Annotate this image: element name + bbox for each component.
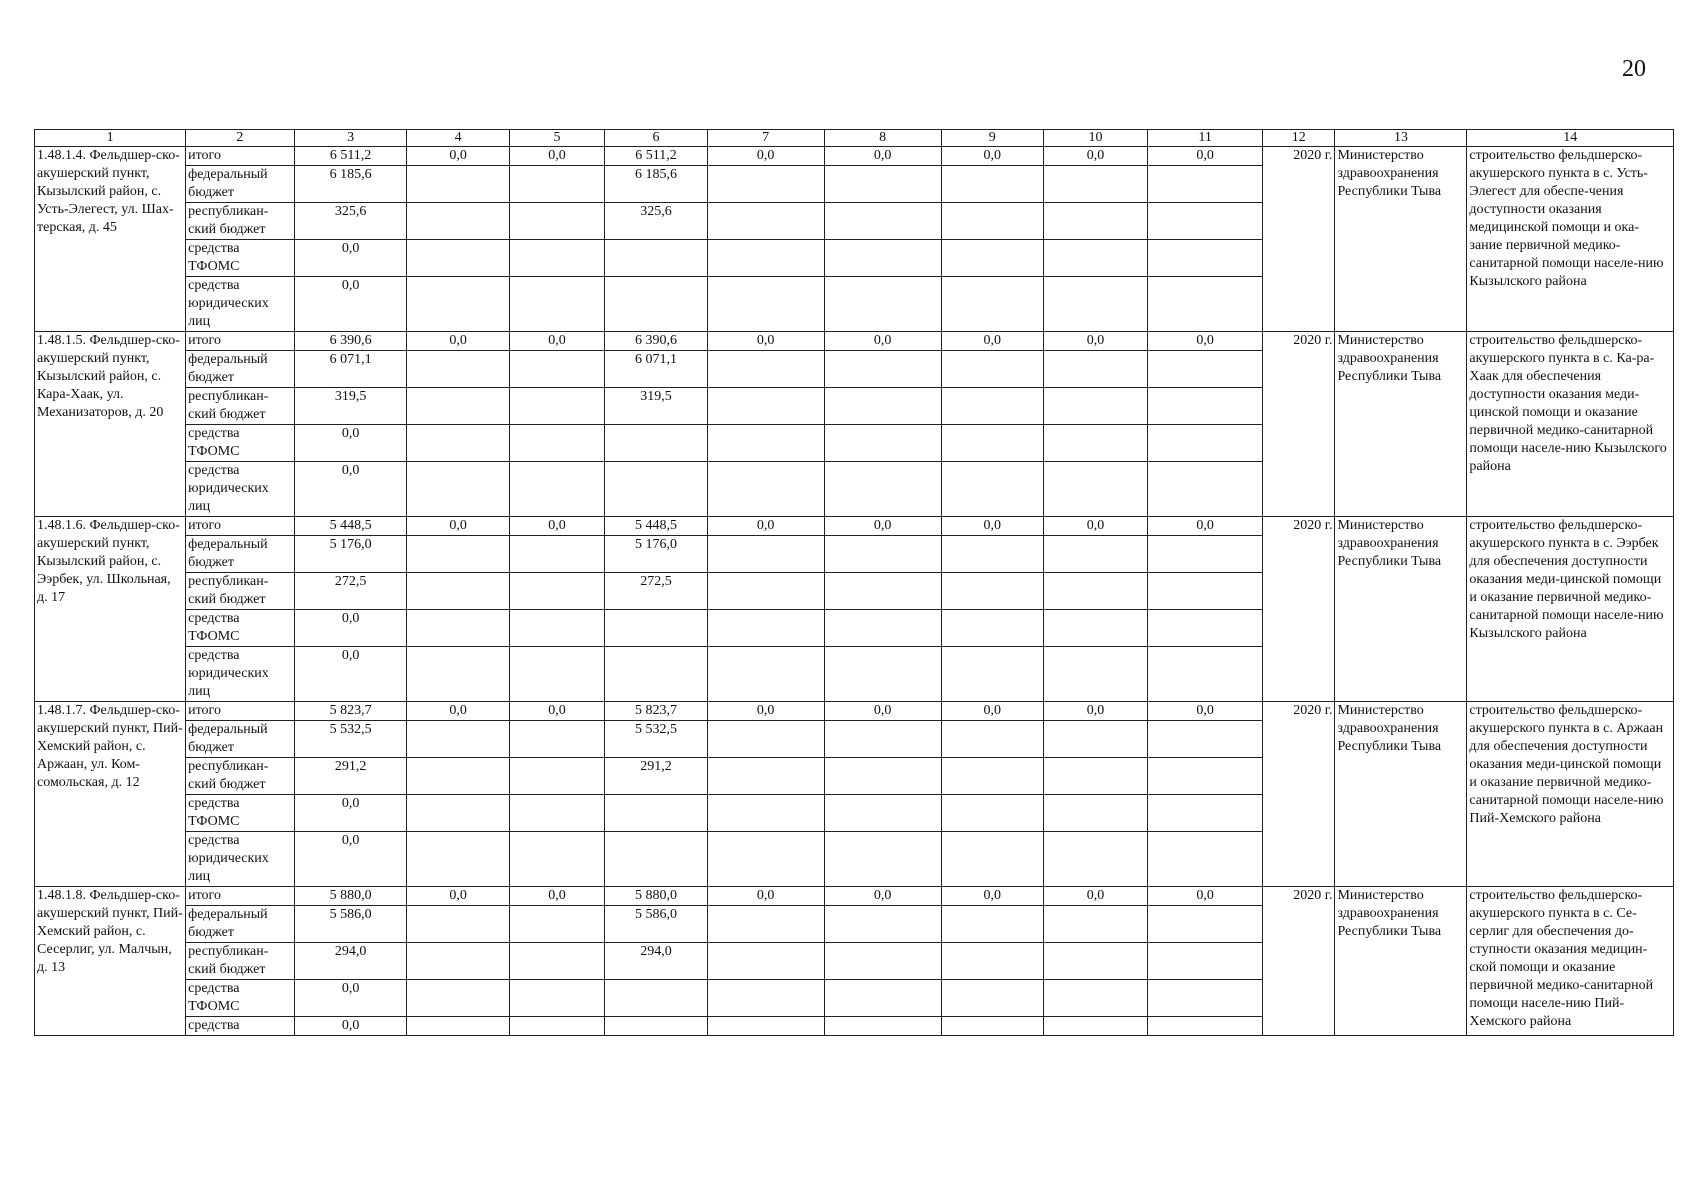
column-header: 6 xyxy=(605,130,707,147)
funding-source-cell: средства ТФОМС xyxy=(186,610,295,647)
amount-cell xyxy=(941,1017,1043,1036)
amount-cell xyxy=(1043,832,1147,887)
funding-source-cell: республикан-ский бюджет xyxy=(186,758,295,795)
amount-cell: 0,0 xyxy=(824,517,941,536)
amount-cell: 0,0 xyxy=(707,702,824,721)
column-header: 13 xyxy=(1335,130,1467,147)
amount-cell xyxy=(407,240,509,277)
amount-cell xyxy=(1043,980,1147,1017)
amount-cell xyxy=(1148,943,1263,980)
amount-cell xyxy=(824,721,941,758)
amount-cell: 0,0 xyxy=(824,887,941,906)
amount-cell xyxy=(1148,203,1263,240)
amount-cell xyxy=(824,240,941,277)
description-cell: строительство фельдшерско-акушерского пункта в с. Усть-Элегест для обеспе-чения доступности оказания медицинской помощи и ока-зание первичной медико-санитарной помощи населе-нию Кызылского района xyxy=(1467,147,1674,332)
amount-cell xyxy=(407,721,509,758)
funding-source-cell: средства юридических лиц xyxy=(186,462,295,517)
amount-cell xyxy=(824,906,941,943)
column-header: 10 xyxy=(1043,130,1147,147)
amount-cell xyxy=(1148,980,1263,1017)
object-name-cell: 1.48.1.5. Фельдшер-ско-акушерский пункт, Кызылский район, с. Кара-Хаак, ул. Механизаторов, д. 20 xyxy=(35,332,186,517)
amount-cell: 0,0 xyxy=(509,147,605,166)
amount-cell xyxy=(1043,240,1147,277)
responsible-cell: Министерство здравоохранения Республики Тыва xyxy=(1335,887,1467,1036)
amount-cell: 0,0 xyxy=(1148,147,1263,166)
amount-cell: 291,2 xyxy=(605,758,707,795)
amount-cell xyxy=(824,943,941,980)
amount-cell xyxy=(1043,758,1147,795)
amount-cell: 0,0 xyxy=(1043,887,1147,906)
amount-cell: 5 448,5 xyxy=(605,517,707,536)
amount-cell: 0,0 xyxy=(707,147,824,166)
amount-cell: 0,0 xyxy=(294,1017,407,1036)
amount-cell xyxy=(824,536,941,573)
amount-cell: 5 880,0 xyxy=(605,887,707,906)
amount-cell: 0,0 xyxy=(1148,887,1263,906)
column-header: 1 xyxy=(35,130,186,147)
amount-cell xyxy=(824,166,941,203)
amount-cell xyxy=(1148,425,1263,462)
amount-cell xyxy=(941,980,1043,1017)
object-name-cell: 1.48.1.7. Фельдшер-ско-акушерский пункт, Пий-Хемский район, с. Аржаан, ул. Ком-сомольская, д. 12 xyxy=(35,702,186,887)
amount-cell xyxy=(1043,1017,1147,1036)
amount-cell xyxy=(407,425,509,462)
amount-cell xyxy=(941,573,1043,610)
amount-cell xyxy=(509,240,605,277)
table-row xyxy=(35,702,1674,721)
responsible-cell: Министерство здравоохранения Республики Тыва xyxy=(1335,147,1467,332)
amount-cell xyxy=(605,832,707,887)
amount-cell xyxy=(941,943,1043,980)
year-cell: 2020 г. xyxy=(1263,887,1335,1036)
amount-cell: 5 880,0 xyxy=(294,887,407,906)
amount-cell xyxy=(407,166,509,203)
amount-cell xyxy=(824,1017,941,1036)
amount-cell xyxy=(941,832,1043,887)
amount-cell xyxy=(407,351,509,388)
amount-cell xyxy=(1148,462,1263,517)
amount-cell xyxy=(605,1017,707,1036)
funding-source-cell: федеральный бюджет xyxy=(186,721,295,758)
amount-cell xyxy=(707,166,824,203)
amount-cell: 0,0 xyxy=(509,887,605,906)
amount-cell xyxy=(1043,351,1147,388)
amount-cell xyxy=(707,462,824,517)
amount-cell: 0,0 xyxy=(1043,147,1147,166)
amount-cell xyxy=(509,536,605,573)
amount-cell xyxy=(824,573,941,610)
amount-cell xyxy=(824,795,941,832)
funding-source-cell: средства ТФОМС xyxy=(186,980,295,1017)
amount-cell xyxy=(407,943,509,980)
amount-cell: 0,0 xyxy=(294,277,407,332)
funding-source-cell: итого xyxy=(186,702,295,721)
amount-cell xyxy=(509,203,605,240)
amount-cell: 0,0 xyxy=(294,462,407,517)
amount-cell: 319,5 xyxy=(605,388,707,425)
amount-cell: 0,0 xyxy=(509,517,605,536)
object-name-cell: 1.48.1.6. Фельдшер-ско-акушерский пункт, Кызылский район, с. Ээрбек, ул. Школьная, д. 17 xyxy=(35,517,186,702)
funding-source-cell: республикан-ский бюджет xyxy=(186,388,295,425)
amount-cell: 291,2 xyxy=(294,758,407,795)
amount-cell xyxy=(1043,647,1147,702)
amount-cell: 0,0 xyxy=(1148,517,1263,536)
amount-cell: 0,0 xyxy=(824,332,941,351)
amount-cell xyxy=(1043,462,1147,517)
amount-cell: 0,0 xyxy=(707,887,824,906)
amount-cell xyxy=(509,462,605,517)
amount-cell: 0,0 xyxy=(824,702,941,721)
amount-cell: 0,0 xyxy=(294,980,407,1017)
column-header: 11 xyxy=(1148,130,1263,147)
amount-cell xyxy=(509,351,605,388)
amount-cell xyxy=(1148,758,1263,795)
amount-cell xyxy=(407,647,509,702)
table-row xyxy=(35,517,1674,536)
amount-cell: 0,0 xyxy=(407,517,509,536)
amount-cell xyxy=(941,647,1043,702)
amount-cell xyxy=(605,462,707,517)
amount-cell xyxy=(407,388,509,425)
amount-cell: 0,0 xyxy=(941,887,1043,906)
amount-cell xyxy=(824,610,941,647)
amount-cell xyxy=(509,721,605,758)
column-header: 2 xyxy=(186,130,295,147)
funding-source-cell: средства юридических лиц xyxy=(186,647,295,702)
responsible-cell: Министерство здравоохранения Республики Тыва xyxy=(1335,517,1467,702)
year-cell: 2020 г. xyxy=(1263,147,1335,332)
funding-source-cell: итого xyxy=(186,147,295,166)
amount-cell xyxy=(707,943,824,980)
amount-cell xyxy=(707,1017,824,1036)
column-header: 14 xyxy=(1467,130,1674,147)
amount-cell xyxy=(1043,166,1147,203)
amount-cell: 5 176,0 xyxy=(294,536,407,573)
amount-cell xyxy=(407,536,509,573)
column-header: 4 xyxy=(407,130,509,147)
amount-cell xyxy=(707,277,824,332)
amount-cell: 325,6 xyxy=(605,203,707,240)
amount-cell: 0,0 xyxy=(707,332,824,351)
amount-cell xyxy=(605,647,707,702)
amount-cell: 0,0 xyxy=(294,647,407,702)
amount-cell: 6 185,6 xyxy=(294,166,407,203)
amount-cell xyxy=(407,980,509,1017)
amount-cell xyxy=(1043,721,1147,758)
funding-source-cell: федеральный бюджет xyxy=(186,536,295,573)
amount-cell: 0,0 xyxy=(941,147,1043,166)
amount-cell xyxy=(509,166,605,203)
amount-cell xyxy=(707,795,824,832)
amount-cell xyxy=(824,832,941,887)
amount-cell: 0,0 xyxy=(509,702,605,721)
amount-cell xyxy=(407,1017,509,1036)
amount-cell xyxy=(941,536,1043,573)
amount-cell xyxy=(707,906,824,943)
amount-cell xyxy=(707,980,824,1017)
amount-cell xyxy=(941,721,1043,758)
amount-cell xyxy=(707,536,824,573)
amount-cell xyxy=(1148,721,1263,758)
year-cell: 2020 г. xyxy=(1263,702,1335,887)
amount-cell xyxy=(509,610,605,647)
description-cell: строительство фельдшерско-акушерского пункта в с. Ка-ра-Хаак для обеспечения доступности оказания меди-цинской помощи и оказание первичной медико-санитарной помощи населе-нию Кызылского района xyxy=(1467,332,1674,517)
funding-source-cell: федеральный бюджет xyxy=(186,166,295,203)
amount-cell: 0,0 xyxy=(294,425,407,462)
amount-cell xyxy=(1148,1017,1263,1036)
amount-cell: 5 532,5 xyxy=(605,721,707,758)
table-row xyxy=(35,332,1674,351)
amount-cell xyxy=(605,980,707,1017)
amount-cell xyxy=(941,351,1043,388)
amount-cell xyxy=(707,758,824,795)
amount-cell xyxy=(824,388,941,425)
amount-cell xyxy=(824,647,941,702)
amount-cell xyxy=(707,647,824,702)
amount-cell xyxy=(509,1017,605,1036)
amount-cell xyxy=(707,351,824,388)
amount-cell xyxy=(509,277,605,332)
amount-cell xyxy=(1148,832,1263,887)
amount-cell xyxy=(941,240,1043,277)
amount-cell xyxy=(509,647,605,702)
amount-cell: 0,0 xyxy=(941,702,1043,721)
amount-cell: 319,5 xyxy=(294,388,407,425)
page-number: 20 xyxy=(1622,56,1646,82)
amount-cell: 5 586,0 xyxy=(605,906,707,943)
funding-source-cell: средства ТФОМС xyxy=(186,425,295,462)
amount-cell: 294,0 xyxy=(605,943,707,980)
object-name-cell: 1.48.1.4. Фельдшер-ско-акушерский пункт, Кызылский район, с. Усть-Элегест, ул. Шах-терская, д. 45 xyxy=(35,147,186,332)
column-header: 9 xyxy=(941,130,1043,147)
amount-cell xyxy=(509,425,605,462)
amount-cell xyxy=(707,388,824,425)
amount-cell: 6 390,6 xyxy=(605,332,707,351)
amount-cell xyxy=(605,240,707,277)
description-cell: строительство фельдшерско-акушерского пункта в с. Аржаан для обеспечения доступности оказания меди-цинской помощи и оказание первичной медико-санитарной помощи населе-нию Пий-Хемского района xyxy=(1467,702,1674,887)
amount-cell: 272,5 xyxy=(294,573,407,610)
amount-cell xyxy=(1043,943,1147,980)
amount-cell: 0,0 xyxy=(407,332,509,351)
funding-source-cell: федеральный бюджет xyxy=(186,351,295,388)
amount-cell xyxy=(824,277,941,332)
object-name-cell: 1.48.1.8. Фельдшер-ско-акушерский пункт, Пий-Хемский район, с. Сесерлиг, ул. Малчын, д. 13 xyxy=(35,887,186,1036)
amount-cell xyxy=(407,795,509,832)
budget-table xyxy=(34,129,1674,1036)
amount-cell: 0,0 xyxy=(509,332,605,351)
funding-source-cell: итого xyxy=(186,517,295,536)
amount-cell xyxy=(941,906,1043,943)
column-header: 5 xyxy=(509,130,605,147)
column-header: 7 xyxy=(707,130,824,147)
amount-cell: 5 532,5 xyxy=(294,721,407,758)
amount-cell xyxy=(824,980,941,1017)
amount-cell xyxy=(1043,795,1147,832)
amount-cell xyxy=(941,795,1043,832)
amount-cell xyxy=(1043,388,1147,425)
amount-cell xyxy=(1043,906,1147,943)
amount-cell xyxy=(1148,536,1263,573)
amount-cell: 6 071,1 xyxy=(605,351,707,388)
amount-cell: 6 511,2 xyxy=(294,147,407,166)
amount-cell: 0,0 xyxy=(1043,332,1147,351)
amount-cell xyxy=(941,758,1043,795)
amount-cell xyxy=(1043,536,1147,573)
amount-cell: 6 071,1 xyxy=(294,351,407,388)
funding-source-cell: средства xyxy=(186,1017,295,1036)
amount-cell: 6 511,2 xyxy=(605,147,707,166)
amount-cell: 5 586,0 xyxy=(294,906,407,943)
responsible-cell: Министерство здравоохранения Республики Тыва xyxy=(1335,332,1467,517)
amount-cell xyxy=(1148,166,1263,203)
amount-cell xyxy=(824,351,941,388)
funding-source-cell: средства юридических лиц xyxy=(186,832,295,887)
amount-cell xyxy=(407,610,509,647)
amount-cell xyxy=(707,610,824,647)
funding-source-cell: средства ТФОМС xyxy=(186,795,295,832)
amount-cell: 0,0 xyxy=(824,147,941,166)
amount-cell xyxy=(707,832,824,887)
funding-source-cell: средства ТФОМС xyxy=(186,240,295,277)
amount-cell xyxy=(824,462,941,517)
amount-cell xyxy=(509,758,605,795)
amount-cell xyxy=(509,943,605,980)
amount-cell xyxy=(824,203,941,240)
responsible-cell: Министерство здравоохранения Республики Тыва xyxy=(1335,702,1467,887)
amount-cell xyxy=(509,832,605,887)
amount-cell: 0,0 xyxy=(1148,332,1263,351)
amount-cell xyxy=(941,610,1043,647)
amount-cell: 5 823,7 xyxy=(294,702,407,721)
amount-cell xyxy=(509,388,605,425)
amount-cell xyxy=(1148,573,1263,610)
amount-cell xyxy=(941,166,1043,203)
amount-cell: 0,0 xyxy=(1043,702,1147,721)
amount-cell xyxy=(1043,425,1147,462)
amount-cell xyxy=(824,758,941,795)
amount-cell xyxy=(605,277,707,332)
amount-cell: 0,0 xyxy=(294,240,407,277)
amount-cell xyxy=(1043,573,1147,610)
amount-cell xyxy=(509,795,605,832)
amount-cell: 0,0 xyxy=(707,517,824,536)
amount-cell: 0,0 xyxy=(407,887,509,906)
amount-cell xyxy=(1148,906,1263,943)
column-header: 8 xyxy=(824,130,941,147)
amount-cell: 0,0 xyxy=(1043,517,1147,536)
funding-source-cell: республикан-ский бюджет xyxy=(186,203,295,240)
description-cell: строительство фельдшерско-акушерского пункта в с. Ээрбек для обеспечения доступности оказания меди-цинской помощи и оказание первичной медико-санитарной помощи населе-нию Кызылского района xyxy=(1467,517,1674,702)
amount-cell xyxy=(407,573,509,610)
amount-cell: 5 448,5 xyxy=(294,517,407,536)
amount-cell xyxy=(707,425,824,462)
amount-cell xyxy=(1148,647,1263,702)
amount-cell xyxy=(1043,610,1147,647)
amount-cell: 0,0 xyxy=(407,702,509,721)
amount-cell: 5 823,7 xyxy=(605,702,707,721)
amount-cell: 294,0 xyxy=(294,943,407,980)
amount-cell xyxy=(1043,277,1147,332)
amount-cell xyxy=(407,462,509,517)
column-header-row xyxy=(35,130,1674,147)
funding-source-cell: итого xyxy=(186,887,295,906)
table-row xyxy=(35,887,1674,906)
amount-cell: 0,0 xyxy=(294,610,407,647)
amount-cell: 0,0 xyxy=(407,147,509,166)
funding-source-cell: средства юридических лиц xyxy=(186,277,295,332)
amount-cell: 0,0 xyxy=(294,795,407,832)
amount-cell xyxy=(1043,203,1147,240)
column-header: 3 xyxy=(294,130,407,147)
amount-cell xyxy=(824,425,941,462)
amount-cell xyxy=(1148,795,1263,832)
amount-cell xyxy=(1148,610,1263,647)
amount-cell xyxy=(941,388,1043,425)
year-cell: 2020 г. xyxy=(1263,517,1335,702)
amount-cell xyxy=(605,610,707,647)
amount-cell xyxy=(407,832,509,887)
funding-source-cell: федеральный бюджет xyxy=(186,906,295,943)
amount-cell: 0,0 xyxy=(941,517,1043,536)
amount-cell xyxy=(707,203,824,240)
amount-cell xyxy=(941,203,1043,240)
funding-source-cell: республикан-ский бюджет xyxy=(186,943,295,980)
amount-cell xyxy=(707,721,824,758)
amount-cell xyxy=(1148,277,1263,332)
year-cell: 2020 г. xyxy=(1263,332,1335,517)
amount-cell xyxy=(407,203,509,240)
amount-cell xyxy=(941,277,1043,332)
column-header: 12 xyxy=(1263,130,1335,147)
amount-cell xyxy=(1148,388,1263,425)
amount-cell xyxy=(407,906,509,943)
amount-cell xyxy=(707,573,824,610)
amount-cell xyxy=(941,462,1043,517)
amount-cell xyxy=(509,980,605,1017)
amount-cell xyxy=(407,277,509,332)
amount-cell: 272,5 xyxy=(605,573,707,610)
amount-cell xyxy=(605,795,707,832)
amount-cell: 325,6 xyxy=(294,203,407,240)
amount-cell: 0,0 xyxy=(941,332,1043,351)
amount-cell: 6 185,6 xyxy=(605,166,707,203)
amount-cell: 0,0 xyxy=(1148,702,1263,721)
amount-cell: 0,0 xyxy=(294,832,407,887)
amount-cell xyxy=(509,573,605,610)
amount-cell xyxy=(605,425,707,462)
amount-cell: 5 176,0 xyxy=(605,536,707,573)
amount-cell xyxy=(1148,240,1263,277)
description-cell: строительство фельдшерско-акушерского пункта в с. Се-серлиг для обеспечения до-ступности оказания медицин-ской помощи и оказание первичной медико-санитарной помощи населе-нию Пий-Хемского района xyxy=(1467,887,1674,1036)
amount-cell xyxy=(941,425,1043,462)
amount-cell xyxy=(509,906,605,943)
amount-cell xyxy=(1148,351,1263,388)
funding-source-cell: республикан-ский бюджет xyxy=(186,573,295,610)
amount-cell: 6 390,6 xyxy=(294,332,407,351)
amount-cell xyxy=(407,758,509,795)
funding-source-cell: итого xyxy=(186,332,295,351)
amount-cell xyxy=(707,240,824,277)
table-row xyxy=(35,147,1674,166)
